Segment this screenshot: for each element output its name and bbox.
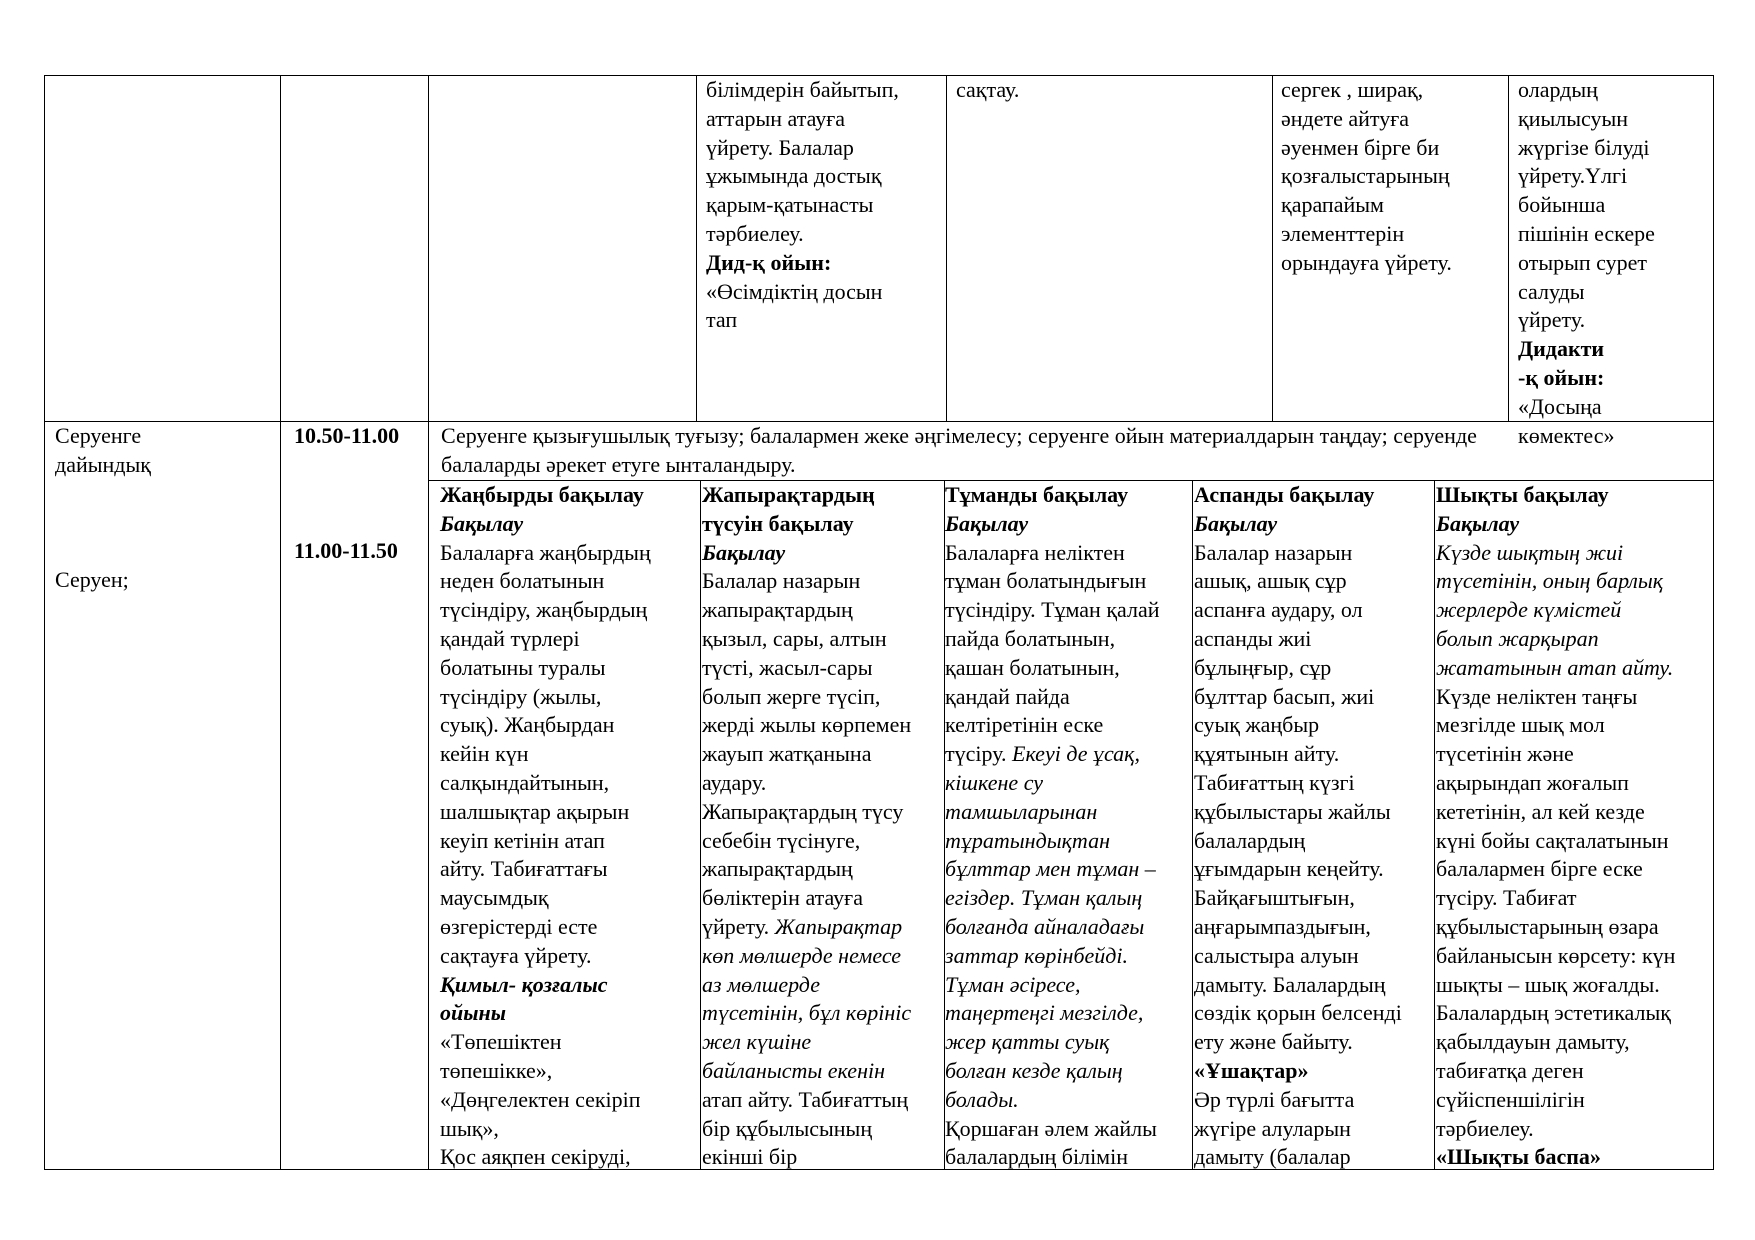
column-divider (1434, 480, 1435, 1170)
walk-cell-rain (440, 481, 698, 1168)
cell-paragraph (440, 481, 698, 1172)
text-segment: Күзде шықтың жиі түсетінін, оның барлық жерлерде күмістей болып жарқырап жататынын атап айту. (1436, 539, 1674, 680)
text-segment: «Досыңа көмектес» (1518, 393, 1615, 448)
text-segment: Әр түрлі бағытта жүгіре алуларын дамыту (балалар (1194, 1086, 1355, 1170)
text-segment: Аспанды бақылау (1194, 482, 1375, 507)
walk-cell-dew (1436, 481, 1712, 1168)
walk-prep-description (441, 422, 1709, 480)
walk-cell-fog (945, 481, 1190, 1168)
walk-cell-leaves (702, 481, 942, 1168)
column-divider (700, 480, 701, 1170)
table-right-border (1713, 75, 1714, 1170)
walk-cell-sky (1194, 481, 1432, 1168)
text-segment: Бақылау (1194, 510, 1278, 536)
walk-prep-description-text: Серуенге қызығушылық туғызу; балалармен жеке әңгімелесу; серуенге ойын материалдарын таңдау; серуенде балаларды әрекет етуге ынталандыру. (441, 423, 1477, 477)
walk-label (55, 566, 275, 595)
text-segment: Балалар назарын жапырақтардың қызыл, сары, алтын түсті, жасыл-сары болып жерге түсіп, жерді жылы көрпемен жауып жатқанына аудару. Жапырақтардың түсу себебін түсінуге, жапырақтардың бөліктерін атауға үйрету. (702, 568, 912, 939)
text-segment: «Төпешіктен төпешікке», «Дөңгелектен секіріп шық», Қос аяқпен секіруді, (440, 1029, 641, 1170)
table-left-border (44, 75, 45, 1170)
text-segment: «Өсімдіктің досын тап (706, 278, 883, 333)
cell-paragraph (1194, 481, 1432, 1172)
top-cell-col6 (1281, 76, 1505, 420)
text-segment: Дидакти -қ ойын: (1518, 336, 1605, 390)
text-segment: олардың қиылысуын жүргізе білуді үйрету.Үлгі бойынша пішінін ескере отырып сурет салуды үйрету. (1518, 77, 1655, 333)
cell-paragraph (945, 481, 1190, 1172)
cell-paragraph (1436, 481, 1712, 1172)
walk-prep-label-text: Серуенге дайындық (55, 423, 151, 477)
text-segment: сақтау. (956, 77, 1020, 102)
text-segment: Бақылау (702, 539, 786, 565)
column-divider (280, 75, 281, 1170)
text-segment: Жаңбырды бақылау (440, 482, 644, 507)
text-segment: Балалар назарын ашық, ашық сұр аспанға аудару, ол аспанды жиі бұлыңғыр, сұр бұлттар басып, жиі суық жаңбыр құятынын айту. Табиғаттың күзгі құбылыстары жайлы балалардың ұғымдарын кеңейту. Байқағыштығын, аңғарымпаздығын, салыстыра алуын дамыту. Балалардың сөздік қорын белсенді ету және байыту. (1194, 539, 1402, 1055)
text-segment: Екеуі де ұсақ, кішкене су тамшыларынан тұратындықтан бұлттар мен тұман – егіздер. Тұман қалың болғанда айналадағы заттар көрінбейді. Тұман әсіресе, таңертеңгі мезгілде, жер қатты суық болған кезде қалың болады. (945, 741, 1156, 1112)
top-cell-col5 (956, 76, 1268, 420)
text-segment: Балаларға неліктен тұман болатындығын түсіндіру. Тұман қалай пайда болатынын, қашан болатынын, қандай пайда келтіретінін еске түсіру. (945, 539, 1160, 767)
time-slot-prep: 10.50-11.00 (294, 423, 400, 448)
column-divider (696, 75, 697, 422)
column-divider (1272, 75, 1273, 422)
cell-paragraph (956, 76, 1268, 105)
top-cell-col7 (1518, 76, 1712, 448)
text-segment: «Ұшақтар» (1194, 1057, 1309, 1083)
text-segment: сергек , ширақ, әндете айтуға әуенмен бірге би қозғалыстарының қарапайым элементтерін орындауға үйрету. (1281, 77, 1452, 275)
cell-paragraph (1281, 76, 1505, 278)
text-segment: Жапырақтар көп мөлшерде немесе аз мөлшерде түсетінін, бұл көрініс жел күшіне байланысты екенін (702, 913, 912, 1083)
cell-paragraph (1518, 76, 1712, 450)
column-divider (1192, 480, 1193, 1170)
text-segment: білімдерін байытып, аттарын атауға үйрету. Балалар ұжымында достық қарым-қатынасты тәрбиелеу. (706, 77, 899, 246)
text-segment: Шықты бақылау (1436, 482, 1609, 507)
text-segment: Тұманды бақылау (945, 482, 1129, 507)
walk-label-text: Серуен; (55, 567, 129, 592)
text-segment: Жапырақтардың түсуін бақылау (702, 482, 875, 536)
cell-paragraph (702, 481, 942, 1172)
text-segment: атап айту. Табиғаттың бір құбылысының екінші бір (702, 1086, 909, 1170)
text-segment: «Шықты баспа» (1436, 1144, 1601, 1170)
column-divider (428, 75, 429, 1170)
time-slot-walk: 11.00-11.50 (294, 538, 398, 563)
text-segment: Балаларға жаңбырдың неден болатынын түсіндіру, жаңбырдың қандай түрлері болатыны туралы түсіндіру (жылы, суық). Жаңбырдан кейін күн салқындайтынын, шалшықтар ақырын кеуіп кетінін атап айту. Табиғаттағы маусымдық өзгерістерді есте сақтауға үйрету. (440, 539, 651, 968)
text-segment: Бақылау (945, 510, 1029, 536)
walk-prep-label (55, 422, 275, 480)
cell-paragraph (706, 76, 942, 335)
top-cell-col4 (706, 76, 942, 420)
column-divider (946, 75, 947, 422)
text-segment: Қоршаған әлем жайлы балалардың білімін (945, 1115, 1157, 1170)
column-divider (1508, 75, 1509, 422)
text-segment: Бақылау (1436, 510, 1520, 536)
text-segment: Бақылау (440, 510, 524, 536)
text-segment: Қимыл- қозғалыс ойыны (440, 971, 608, 1026)
text-segment: Күзде неліктен таңғы мезгілде шық мол түсетінін және ақырындап жоғалып кететінін, ал кей кезде күні бойы сақталатынын балалармен бірге еске түсіру. Табиғат құбылыстарының өзара байланысын көрсету: күн шықты – шық жоғалды. Балалардың эстетикалық қабылдауын дамыту, табиғатқа деген сүйіспеншілігін тәрбиелеу. (1436, 683, 1676, 1141)
text-segment: Дид-қ ойын: (706, 249, 832, 275)
